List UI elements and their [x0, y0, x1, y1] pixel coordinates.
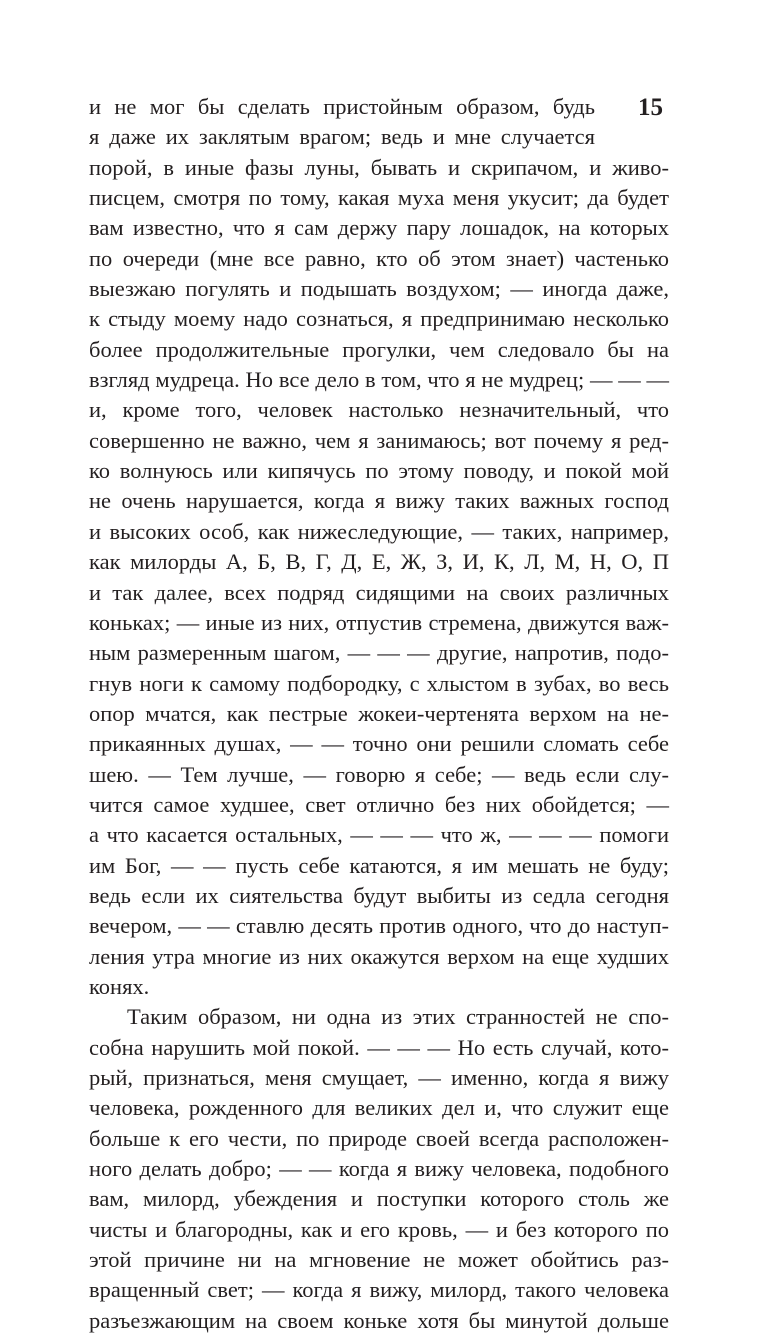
text-line: коньках; — иные из них, отпустив стремена, движутся важ-: [89, 609, 669, 635]
text-line: конях.: [89, 973, 150, 999]
text-line: ведь если их сиятельства будут выбиты из седла сегодня: [89, 882, 669, 908]
text-line: прикаянных душах, — — точно они решили сломать себе: [89, 731, 669, 757]
text-line: им Бог, — — пусть себе катаются, я им мешать не буду;: [89, 852, 669, 878]
text-line: и не мог бы сделать пристойным образом, будь: [89, 94, 595, 119]
text-line: чисты и благородны, как и его кровь, — и без которого по: [89, 1216, 669, 1242]
text-line: как милорды А, Б, В, Г, Д, Е, Ж, З, И, К, Л, М, Н, О, П: [89, 549, 669, 575]
paragraph-first-line: Таким образом, ни одна из этих странностей не спо-: [127, 1004, 669, 1030]
text-line: и, кроме того, человек настолько незначительный, что: [89, 397, 669, 423]
text-line: по очереди (мне все равно, кто об этом знает) частенько: [89, 245, 669, 271]
body-text: [89, 92, 669, 1336]
text-line: чится самое худшее, свет отлично без них обойдется; —: [89, 791, 669, 817]
text-line: взгляд мудреца. Но все дело в том, что я не мудрец; — — —: [89, 367, 669, 393]
text-line: более продолжительные прогулки, чем следовало бы на: [89, 336, 669, 362]
text-line: гнув ноги к самому подбородку, с хлыстом в зубах, во весь: [89, 670, 669, 696]
text-line: рый, признаться, меня смущает, — именно, когда я вижу: [89, 1065, 669, 1090]
text-line: я даже их заклятым врагом; ведь и мне случается: [89, 124, 595, 150]
text-line: а что касается остальных, — — — что ж, — — — помоги: [89, 822, 669, 848]
text-line: порой, в иные фазы луны, бывать и скрипачом, и живо-: [89, 154, 669, 180]
text-line: этой причине ни на мгновение не может обойтись раз-: [89, 1247, 669, 1273]
text-line: и так далее, всех подряд сидящими на своих различных: [89, 579, 669, 605]
text-line: писцем, смотря по тому, какая муха меня укусит; да будет: [89, 185, 669, 211]
text-line: ления утра многие из них окажутся верхом на еще худших: [89, 943, 669, 969]
text-line: опор мчатся, как пестрые жокеи-чертенята верхом на не-: [89, 700, 669, 726]
text-line: ного делать добро; — — когда я вижу человека, подобного: [89, 1156, 669, 1182]
text-line: не очень нарушается, когда я вижу таких важных господ: [89, 488, 669, 514]
text-line: собна нарушить мой покой. — — — Но есть случай, кото-: [89, 1034, 669, 1060]
text-line: к стыду моему надо сознаться, я предпринимаю несколько: [89, 306, 669, 332]
text-line: выезжаю погулять и подышать воздухом; — иногда даже,: [89, 276, 669, 302]
text-line: ным размеренным шагом, — — — другие, напротив, подо-: [89, 640, 669, 666]
text-line: вращенный свет; — когда я вижу, милорд, такого человека: [89, 1277, 669, 1303]
text-line: вам известно, что я сам держу пару лошадок, на которых: [89, 215, 669, 241]
text-line: больше к его чести, по природе своей всегда расположен-: [89, 1125, 669, 1151]
text-line: и высоких особ, как нижеследующие, — таких, например,: [89, 518, 669, 544]
text-line: ко волнуюсь или кипячусь по этому поводу, и покой мой: [89, 458, 669, 484]
page-number: 15: [638, 94, 663, 121]
text-line: вам, милорд, убеждения и поступки которого столь же: [89, 1186, 669, 1212]
text-line: разъезжающим на своем коньке хотя бы минутой дольше: [89, 1307, 669, 1333]
text-line: вечером, — — ставлю десять против одного, что до наступ-: [89, 913, 669, 939]
text-line: совершенно не важно, чем я занимаюсь; вот почему я ред-: [89, 427, 669, 453]
text-line: шею. — Тем лучше, — говорю я себе; — ведь если слу-: [89, 761, 669, 787]
text-line: человека, рожденного для великих дел и, что служит еще: [89, 1095, 669, 1121]
